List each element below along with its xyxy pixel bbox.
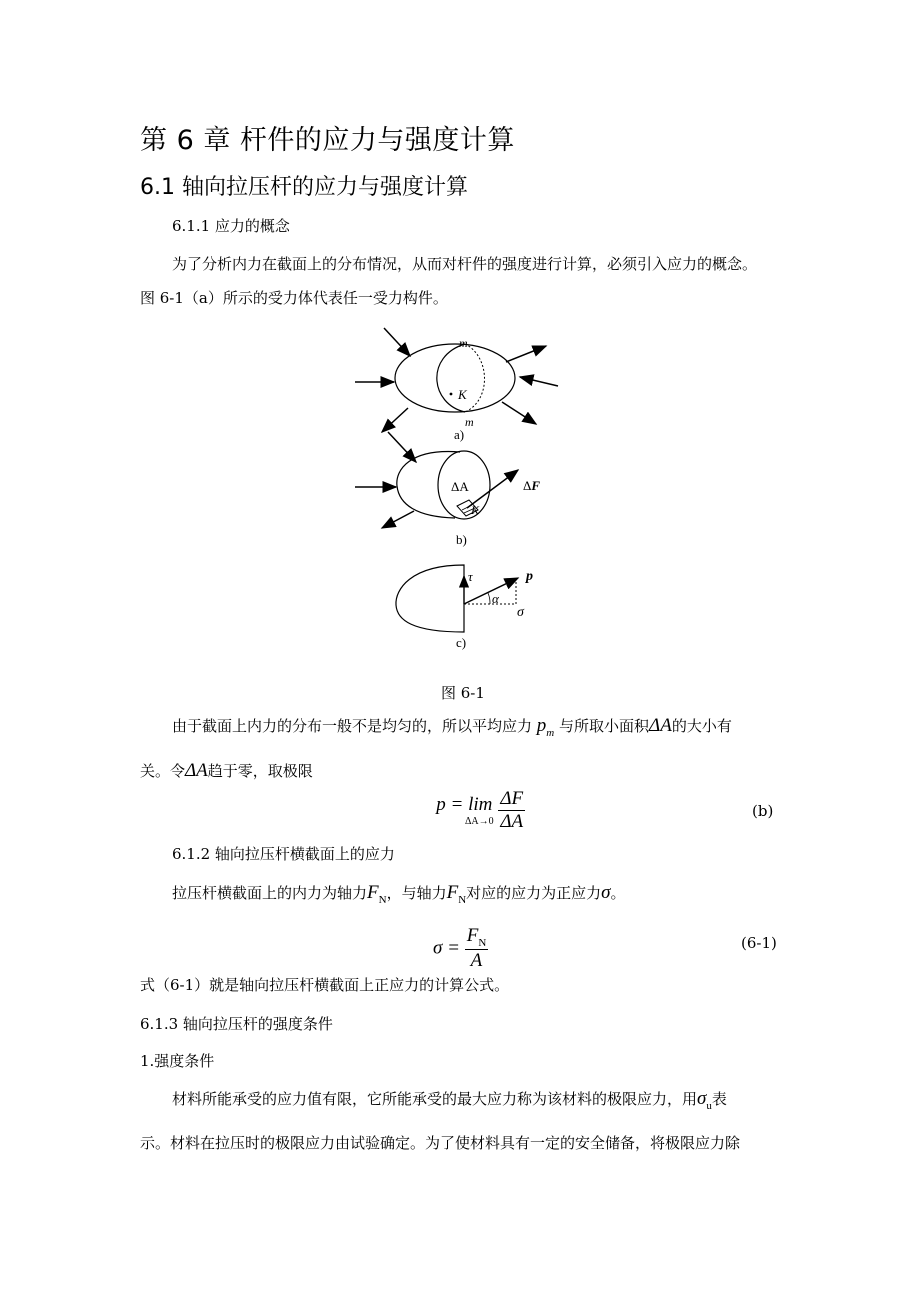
figure-6-1 [340,320,580,660]
symbol-da-2: ΔA [185,760,208,781]
figure-c [396,565,533,650]
force-arrow-upleft [384,328,410,356]
symbol-u: u [706,1099,712,1112]
eq-6-1-numerator [465,925,489,950]
eq-b-lim-sub: ΔA→0 [465,816,494,827]
eq-6-1-f: F [466,925,479,946]
paragraph-3-text-3: 对应的应力为正应力 [466,884,602,902]
figure-b [355,432,540,547]
symbol-n: N [378,893,387,906]
force-arrow-right [520,377,558,386]
eq-6-1-fraction [465,925,489,972]
caption-b: b) [456,532,467,547]
eq-6-1-denominator: A [470,949,483,971]
alpha-arc [488,593,490,604]
label-df [523,478,540,493]
paragraph-3-text-2: ，与轴力 [386,884,447,902]
symbol-f-2: F [446,882,459,903]
label-k: K [458,387,467,402]
symbol-f: F [367,882,379,903]
equation-6-1 [433,925,488,972]
caption-a: a) [454,427,465,442]
eq-b-lim [435,794,494,827]
paragraph-4: 式（6-1）就是轴向拉压杆横截面上正应力的计算公式。 [140,976,510,994]
force-arrow-upleft-b [388,432,416,462]
paragraph-3-text-1: 拉压杆横截面上的内力为轴力 [172,884,368,902]
label-tau: τ [468,569,473,584]
symbol-fn [367,882,387,906]
eq-b-fraction [498,788,525,833]
eq-b-numerator: ΔF [500,788,524,809]
equation-b-number: (b) [752,802,774,820]
label-k-b: K [471,503,480,517]
subsection-6-1-2: 6.1.2 轴向拉压杆横截面上的应力 [172,845,395,863]
force-arrow-upright [506,346,546,362]
force-arrow-downleft [382,408,408,432]
paragraph-2-text-4: 关。令 [140,762,186,780]
paragraph-5-text-2: 表 [711,1090,727,1108]
eq-b-lhs: p = lim [436,794,493,815]
paragraph-2-text-1: 由于截面上内力的分布一般不是均匀的，所以平均应力 [172,717,533,735]
paragraph-2-line-1 [172,715,732,744]
figure-caption: 图 6-1 [441,684,485,702]
eq-6-1-lhs: σ = [433,937,460,959]
symbol-p: p [536,715,547,736]
section-title-6-1: 6.1 轴向拉压杆的应力与强度计算 [140,175,468,200]
body-half-c [396,565,464,632]
symbol-pm [536,715,555,739]
label-da: ΔA [451,479,469,494]
paragraph-3-end: 。 [610,884,626,902]
subsection-6-1-1: 6.1.1 应力的概念 [172,217,290,235]
eq-6-1-n: N [478,936,487,949]
symbol-n-2: N [458,893,467,906]
item-1: 1.强度条件 [140,1052,215,1070]
paragraph-1-line-1: 为了分析内力在截面上的分布情况，从而对杆件的强度进行计算，必须引入应力的概念。 [172,255,758,273]
equation-6-1-number: (6-1) [741,934,777,952]
label-df-delta: Δ [523,478,532,493]
caption-c: c) [456,635,467,650]
label-df-letter: F [531,478,541,493]
label-alpha: α [492,591,499,606]
subsection-6-1-3: 6.1.3 轴向拉压杆的强度条件 [140,1015,333,1033]
figure-a [355,328,558,442]
force-arrow-downleft-b [382,511,414,528]
symbol-sigma-2: σ [697,1088,707,1109]
point-k-dot [450,393,453,396]
symbol-sigma: σ [601,882,611,903]
label-sigma: σ [517,605,524,620]
paragraph-1-line-2: 图 6-1（a）所示的受力体代表任一受力构件。 [140,289,448,307]
section-hidden-a [465,344,485,412]
paragraph-3 [172,882,626,911]
paragraph-5-text-1: 材料所能承受的应力值有限，它所能承受的最大应力称为该材料的极限应力，用 [172,1090,698,1108]
paragraph-2-text-2: 与所取小面积 [559,717,650,735]
symbol-da: ΔA [649,715,672,736]
force-arrow-downright [502,402,536,424]
body-ellipse-a [395,344,515,412]
paragraph-5-line-2: 示。材料在拉压时的极限应力由试验确定。为了使材料具有一定的安全储备，将极限应力除 [140,1134,741,1152]
symbol-sigma-u [697,1088,712,1112]
symbol-fn-2 [446,882,467,906]
paragraph-2-line-2 [140,760,313,782]
symbol-m: m [546,726,555,739]
label-p: p [526,569,533,584]
label-m-bottom: m [465,415,474,429]
paragraph-5-line-1 [172,1088,727,1117]
label-m-top: m [459,336,468,350]
equation-b [435,788,525,833]
paragraph-2-text-5: 趋于零，取极限 [207,762,313,780]
paragraph-2-text-3: 的大小有 [671,717,732,735]
eq-b-denominator: ΔA [500,811,524,832]
chapter-title: 第 6 章 杆件的应力与强度计算 [140,125,515,156]
